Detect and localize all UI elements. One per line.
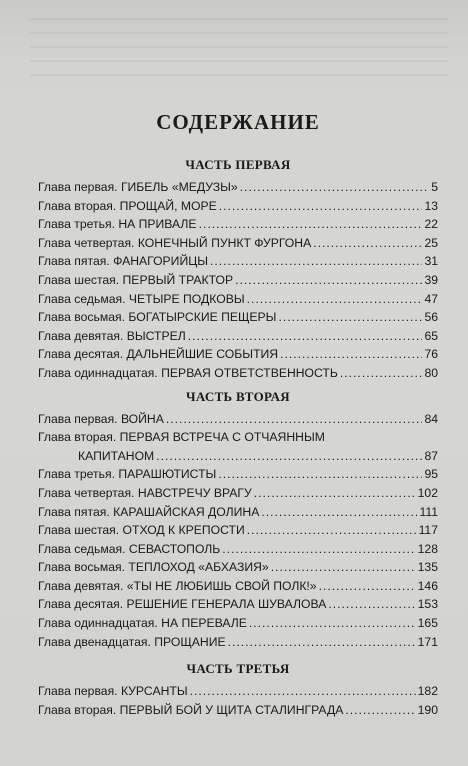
toc-entry	[38, 215, 438, 234]
leader-dots	[280, 345, 422, 364]
toc-entry	[38, 197, 438, 216]
entry-continuation	[38, 447, 438, 466]
page-number: 95	[424, 467, 438, 482]
toc-entry	[38, 364, 438, 383]
toc-entry	[38, 234, 438, 253]
leader-dots	[313, 234, 422, 253]
entry-label-cont: КАПИТАНОМ	[78, 448, 155, 463]
entry-label: Глава вторая. ПЕРВЫЙ БОЙ У ЩИТА СТАЛИНГРАДА	[38, 702, 344, 717]
toc-part	[38, 157, 438, 383]
entry-label: Глава третья. ПАРАШЮТИСТЫ	[38, 467, 217, 482]
leader-dots	[261, 503, 417, 522]
leader-dots	[271, 558, 416, 577]
toc-entry	[38, 521, 438, 540]
toc-part	[38, 389, 438, 652]
page-number: 65	[424, 328, 438, 343]
leader-dots	[188, 327, 423, 346]
toc-entry	[38, 558, 438, 577]
leader-dots	[247, 521, 417, 540]
leader-dots	[235, 271, 422, 290]
toc-entry	[38, 178, 438, 197]
entry-label: Глава девятая. ВЫСТРЕЛ	[38, 328, 186, 343]
page-number: 182	[417, 684, 438, 699]
page-number: 31	[424, 254, 438, 269]
page-number: 135	[417, 560, 438, 575]
leader-dots	[156, 447, 422, 466]
entry-label: Глава первая. КУРСАНТЫ	[38, 684, 188, 699]
entry-label: Глава седьмая. ЧЕТЫРЕ ПОДКОВЫ	[38, 291, 245, 306]
page-number: 56	[424, 310, 438, 325]
toc-entry	[38, 252, 438, 271]
toc-entry	[38, 503, 438, 522]
bleed-through-text	[30, 18, 448, 88]
entry-label: Глава первая. ГИБЕЛЬ «МЕДУЗЫ»	[38, 180, 238, 194]
toc-entry	[38, 271, 438, 290]
part-title: ЧАСТЬ ТРЕТЬЯ	[186, 661, 290, 677]
leader-dots	[210, 252, 422, 271]
page-number: 128	[417, 541, 438, 556]
toc-entry	[38, 465, 438, 484]
page-number: 171	[417, 634, 438, 649]
leader-dots	[249, 614, 416, 633]
leader-dots	[247, 290, 423, 309]
leader-dots	[190, 682, 416, 701]
entry-label: Глава восьмая. БОГАТЫРСКИЕ ПЕЩЕРЫ	[38, 310, 277, 325]
leader-dots	[345, 701, 415, 720]
page-number: 47	[424, 291, 438, 306]
table-of-contents	[38, 157, 438, 719]
leader-dots	[278, 308, 422, 327]
page-number: 22	[424, 217, 438, 232]
leader-dots	[222, 540, 415, 559]
page-title: СОДЕРЖАНИЕ	[156, 110, 320, 134]
entry-label: Глава вторая. ПРОЩАЙ, МОРЕ	[38, 198, 217, 213]
page-number: 146	[417, 578, 438, 593]
leader-dots	[254, 484, 416, 503]
leader-dots	[199, 215, 423, 234]
entry-label: Глава первая. ВОЙНА	[38, 411, 164, 426]
leader-dots	[240, 178, 430, 197]
entry-label: Глава девятая. «ТЫ НЕ ЛЮБИШЬ СВОЙ ПОЛК!»	[38, 578, 317, 593]
page-number: 87	[424, 448, 438, 463]
toc-entry	[38, 345, 438, 364]
leader-dots	[340, 364, 423, 383]
entry-label: Глава вторая. ПЕРВАЯ ВСТРЕЧА С ОТЧАЯННЫМ	[38, 430, 325, 445]
entry-label: Глава одиннадцатая. НА ПЕРЕВАЛЕ	[38, 616, 247, 631]
entry-label: Глава восьмая. ТЕПЛОХОД «АБХАЗИЯ»	[38, 560, 269, 575]
toc-entry	[38, 410, 438, 429]
entry-label: Глава шестая. ОТХОД К КРЕПОСТИ	[38, 523, 245, 538]
page-number: 13	[424, 198, 438, 213]
part-title: ЧАСТЬ ПЕРВАЯ	[185, 157, 291, 172]
page-number: 190	[417, 702, 438, 717]
leader-dots	[218, 465, 422, 484]
page-number: 117	[418, 523, 438, 538]
toc-entry	[38, 327, 438, 346]
page-number: 102	[417, 485, 438, 500]
page-number: 165	[417, 616, 438, 631]
toc-entry	[38, 290, 438, 309]
entry-label: Глава двенадцатая. ПРОЩАНИЕ	[38, 634, 226, 649]
entry-label: Глава одиннадцатая. ПЕРВАЯ ОТВЕТСТВЕННОСТЬ	[38, 365, 338, 380]
entry-label: Глава пятая. ФАНАГОРИЙЦЫ	[38, 254, 209, 269]
entry-label: Глава четвертая. НАВСТРЕЧУ ВРАГУ	[38, 485, 252, 500]
page-number: 111	[419, 504, 438, 519]
entry-label: Глава третья. НА ПРИВАЛЕ	[38, 217, 197, 232]
page-number: 80	[424, 365, 438, 380]
toc-entry	[38, 428, 438, 465]
leader-dots	[319, 577, 416, 596]
toc-entry	[38, 577, 438, 596]
page-number: 153	[417, 597, 438, 612]
page-number: 84	[424, 411, 438, 426]
toc-entry	[38, 540, 438, 559]
toc-entry	[38, 595, 438, 614]
entry-label: Глава пятая. КАРАШАЙСКАЯ ДОЛИНА	[38, 504, 260, 519]
entry-label: Глава десятая. РЕШЕНИЕ ГЕНЕРАЛА ШУВАЛОВА	[38, 597, 327, 612]
toc-part	[38, 661, 438, 719]
entry-label: Глава десятая. ДАЛЬНЕЙШИЕ СОБЫТИЯ	[38, 347, 279, 362]
toc-entry	[38, 633, 438, 652]
toc-entry	[38, 614, 438, 633]
page-number: 39	[424, 272, 438, 287]
toc-entry	[38, 701, 438, 720]
leader-dots	[328, 595, 415, 614]
leader-dots	[219, 197, 423, 216]
part-title: ЧАСТЬ ВТОРАЯ	[186, 388, 290, 404]
leader-dots	[166, 410, 423, 429]
toc-entry	[38, 484, 438, 503]
toc-entry	[38, 682, 438, 701]
entry-label: Глава шестая. ПЕРВЫЙ ТРАКТОР	[38, 272, 234, 287]
toc-entry	[38, 308, 438, 327]
page-number: 5	[431, 180, 438, 194]
entry-label: Глава четвертая. КОНЕЧНЫЙ ПУНКТ ФУРГОНА	[38, 235, 312, 250]
page-number: 25	[424, 235, 438, 250]
leader-dots	[228, 633, 416, 652]
entry-label: Глава седьмая. СЕВАСТОПОЛЬ	[38, 541, 221, 556]
page-number: 76	[424, 347, 438, 362]
